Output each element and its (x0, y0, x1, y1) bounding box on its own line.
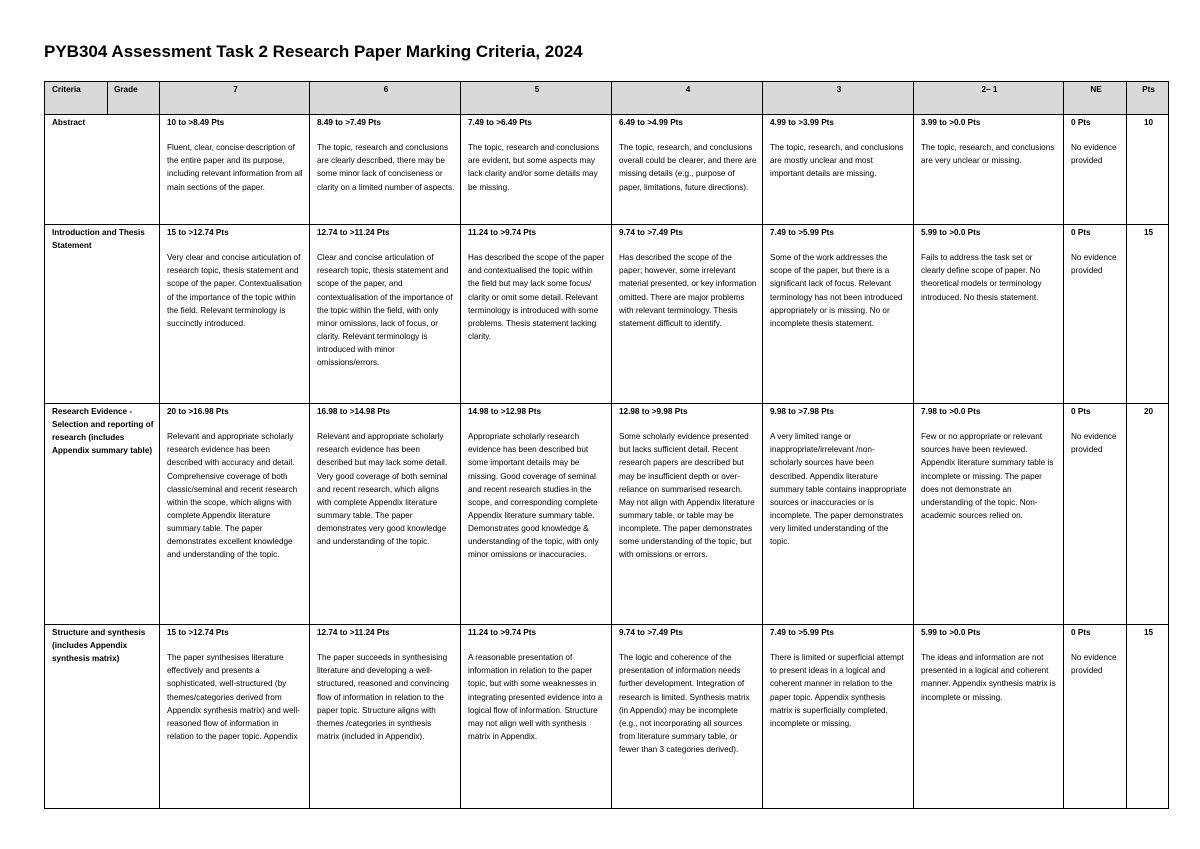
rating-range: 15 to >12.74 Pts (167, 628, 229, 637)
rating-cell (612, 115, 763, 225)
rating-cell (160, 625, 310, 809)
rating-range: 10 to >8.49 Pts (167, 118, 225, 127)
rating-description: No evidence provided (1071, 253, 1117, 276)
rating-range: 0 Pts (1071, 228, 1091, 237)
rating-cell (1064, 115, 1127, 225)
rating-cell (461, 625, 612, 809)
rating-description: The logic and coherence of the presentation of information needs further development. Integration of research is limited. Synthesis matrix (in Appendix) may be incomplete (e.g., not incorporating all sources from literature summary table, or fewer than 3 categories derived). (619, 653, 750, 754)
rating-description: Relevant and appropriate scholarly research evidence has been described with accuracy and detail. Comprehensive coverage of both classic/seminal and recent research within the scope, which aligns with complete Appendix literature summary table. The paper demonstrates excellent knowledge and understanding of the topic. (167, 432, 298, 560)
grade-4-header: 4 (612, 82, 763, 115)
rating-description: Relevant and appropriate scholarly research evidence has been described but may lack some detail. Very good coverage of both seminal and recent research, which aligns with complete Appendix literature summary table. The paper demonstrates very good knowledge and understanding of the topic. (317, 432, 448, 547)
criterion-points: 20 (1127, 404, 1169, 625)
rating-description: The topic, research, and conclusions are very unclear or missing. (921, 143, 1055, 166)
rating-range: 16.98 to >14.98 Pts (317, 407, 391, 416)
rating-range: 7.49 to >5.99 Pts (770, 628, 834, 637)
grade-ne-header: NE (1064, 82, 1127, 115)
rating-cell (160, 404, 310, 625)
criterion-name: Abstract (45, 115, 160, 225)
criterion-points: 10 (1127, 115, 1169, 225)
grade-5-header: 5 (461, 82, 612, 115)
rating-description: No evidence provided (1071, 432, 1117, 455)
rating-cell (914, 115, 1064, 225)
rating-cell (612, 225, 763, 404)
rating-cell (310, 115, 461, 225)
criterion-row-structure-synthesis (45, 625, 1169, 809)
criterion-row-abstract (45, 115, 1169, 225)
criterion-name: Research Evidence - Selection and reporting of research (includes Appendix summary table) (45, 404, 160, 625)
rating-range: 9.74 to >7.49 Pts (619, 628, 683, 637)
rating-cell (310, 225, 461, 404)
rating-range: 6.49 to >4.99 Pts (619, 118, 683, 127)
criterion-name: Introduction and Thesis Statement (45, 225, 160, 404)
rating-description: A very limited range or inappropriate/irrelevant /non- scholarly sources have been described. Appendix literature summary table contains inappropriate sources or inaccuracies or is incomplete. The paper demonstrates very limited understanding of the topic. (770, 432, 907, 547)
criterion-points: 15 (1127, 225, 1169, 404)
grade-header: Grade (108, 82, 160, 115)
rating-cell (763, 115, 914, 225)
rating-range: 4.99 to >3.99 Pts (770, 118, 834, 127)
rating-range: 11.24 to >9.74 Pts (468, 228, 537, 237)
rating-range: 7.98 to >0.0 Pts (921, 407, 981, 416)
rating-range: 15 to >12.74 Pts (167, 228, 229, 237)
rating-cell (461, 404, 612, 625)
rating-description: Fails to address the task set or clearly define scope of paper. No theoretical models or terminology introduced. No thesis statement. (921, 253, 1042, 302)
rating-cell (1064, 225, 1127, 404)
rating-cell (461, 225, 612, 404)
criteria-header: Criteria (45, 82, 108, 115)
rating-cell (461, 115, 612, 225)
rating-description: No evidence provided (1071, 653, 1117, 676)
rating-description: The topic, research, and conclusions are mostly unclear and most important details are missing. (770, 143, 904, 179)
criterion-name: Structure and synthesis (includes Appendix synthesis matrix) (45, 625, 160, 809)
rating-range: 12.74 to >11.24 Pts (317, 228, 390, 237)
rating-description: A reasonable presentation of information in relation to the paper topic, but with some weaknesses in integrating presented evidence into a logical flow of information. Structure may not align well with synthesis matrix in Appendix. (468, 653, 603, 741)
rating-description: Has described the scope of the paper and contextualised the topic within the field but may lack some focus/ clarity or omit some detail. Relevant terminology is introduced with some problems. Thesis statement lacking clarity. (468, 253, 605, 341)
rating-range: 8.49 to >7.49 Pts (317, 118, 381, 127)
rating-cell (612, 625, 763, 809)
rating-range: 12.98 to >9.98 Pts (619, 407, 688, 416)
rating-description: The topic, research, and conclusions overall could be clearer, and there are missing details (e.g., purpose of paper, limitations, future directions). (619, 143, 757, 192)
rating-range: 3.99 to >0.0 Pts (921, 118, 981, 127)
rating-cell (763, 404, 914, 625)
rating-cell (1064, 625, 1127, 809)
rating-description: The ideas and information are not presented in a logical and coherent manner. Appendix synthesis matrix is incomplete or missing. (921, 653, 1056, 702)
grade-3-header: 3 (763, 82, 914, 115)
rating-range: 0 Pts (1071, 407, 1091, 416)
rating-description: No evidence provided (1071, 143, 1117, 166)
rating-cell (763, 625, 914, 809)
criterion-points: 15 (1127, 625, 1169, 809)
header-row (45, 82, 1169, 115)
marking-criteria-table (44, 81, 1169, 809)
rating-description: The topic, research and conclusions are clearly described, there may be some minor lack of conciseness or clarity on a limited number of aspects. (317, 143, 455, 192)
rating-cell (914, 225, 1064, 404)
grade-7-header: 7 (160, 82, 310, 115)
rating-cell (612, 404, 763, 625)
rating-description: The topic, research and conclusions are evident, but some aspects may lack clarity and/or some details may be missing. (468, 143, 600, 192)
rating-description: Few or no appropriate or relevant sources have been reviewed. Appendix literature summary table is incomplete or missing. The paper does not demonstrate an understanding of the topic. Non- academic sources relied on. (921, 432, 1054, 520)
rating-cell (310, 404, 461, 625)
rating-description: Clear and concise articulation of research topic, thesis statement and scope of the paper, and contextualisation of the importance of the topic within the field, with only minor omissions, lack of focus, or clarity. Relevant terminology is introduced with minor omissions/errors. (317, 253, 453, 368)
rating-range: 7.49 to >6.49 Pts (468, 118, 532, 127)
rating-description: Fluent, clear, concise description of the entire paper and its purpose, including relevant information from all main sections of the paper. (167, 143, 303, 192)
rating-cell (160, 225, 310, 404)
rating-range: 9.74 to >7.49 Pts (619, 228, 683, 237)
pts-header: Pts (1127, 82, 1169, 115)
rating-range: 0 Pts (1071, 118, 1091, 127)
rating-description: There is limited or superficial attempt to present ideas in a logical and coherent manner in relation to the paper topic. Appendix synthesis matrix is superficially completed, incomplete or missing. (770, 653, 904, 728)
rating-description: Has described the scope of the paper; however, some irrelevant material presented, or key information omitted. There are major problems with relevant terminology. Thesis statement difficult to identify. (619, 253, 757, 328)
rating-description: Some scholarly evidence presented but lacks sufficient detail. Recent research papers are described but may be insufficient depth or over-reliance on summarised research. May not align with Appendix literature summary table, or table may be incomplete. The paper demonstrates some understanding of the topic, but with omissions or errors. (619, 432, 755, 560)
grade-6-header: 6 (310, 82, 461, 115)
rating-range: 5.99 to >0.0 Pts (921, 628, 981, 637)
rating-description: Very clear and concise articulation of research topic, thesis statement and scope of the paper. Contextualisation of the importance of the topic within the field. Relevant terminology is succinctly introduced. (167, 253, 302, 328)
rating-cell (310, 625, 461, 809)
rating-range: 11.24 to >9.74 Pts (468, 628, 537, 637)
rating-description: The paper synthesises literature effectively and presents a sophisticated, well-structured (by themes/categories derived from Appendix synthesis matrix) and well- reasoned flow of information in relation to the paper topic. Appendix (167, 653, 300, 741)
rating-description: The paper succeeds in synthesising literature and developing a well-structured, reasoned and convincing flow of information in relation to the paper topic. Structure aligns with themes /categories in synthesis matrix (included in Appendix). (317, 653, 449, 741)
rating-cell (914, 404, 1064, 625)
rating-range: 7.49 to >5.99 Pts (770, 228, 834, 237)
rating-range: 20 to >16.98 Pts (167, 407, 229, 416)
rating-range: 9.98 to >7.98 Pts (770, 407, 834, 416)
rating-cell (1064, 404, 1127, 625)
criterion-row-introduction (45, 225, 1169, 404)
rating-description: Some of the work addresses the scope of the paper, but there is a significant lack of focus. Relevant terminology has not been introduced appropriately or is missing. No or incomplete thesis statement. (770, 253, 903, 328)
rating-cell (763, 225, 914, 404)
rating-range: 0 Pts (1071, 628, 1091, 637)
criterion-row-research-evidence (45, 404, 1169, 625)
rating-range: 5.99 to >0.0 Pts (921, 228, 981, 237)
rating-range: 14.98 to >12.98 Pts (468, 407, 542, 416)
rating-range: 12.74 to >11.24 Pts (317, 628, 390, 637)
page-title: PYB304 Assessment Task 2 Research Paper Marking Criteria, 2024 (44, 42, 583, 61)
rating-cell (914, 625, 1064, 809)
rating-cell (160, 115, 310, 225)
grade-2-1-header: 2– 1 (914, 82, 1064, 115)
rating-description: Appropriate scholarly research evidence has been described but some important details may be missing. Good coverage of seminal and recent research studies in the scope, and corresponding complete Appendix literature summary table. Demonstrates good knowledge & understanding of the topic, with only minor omissions or inaccuracies. (468, 432, 599, 560)
